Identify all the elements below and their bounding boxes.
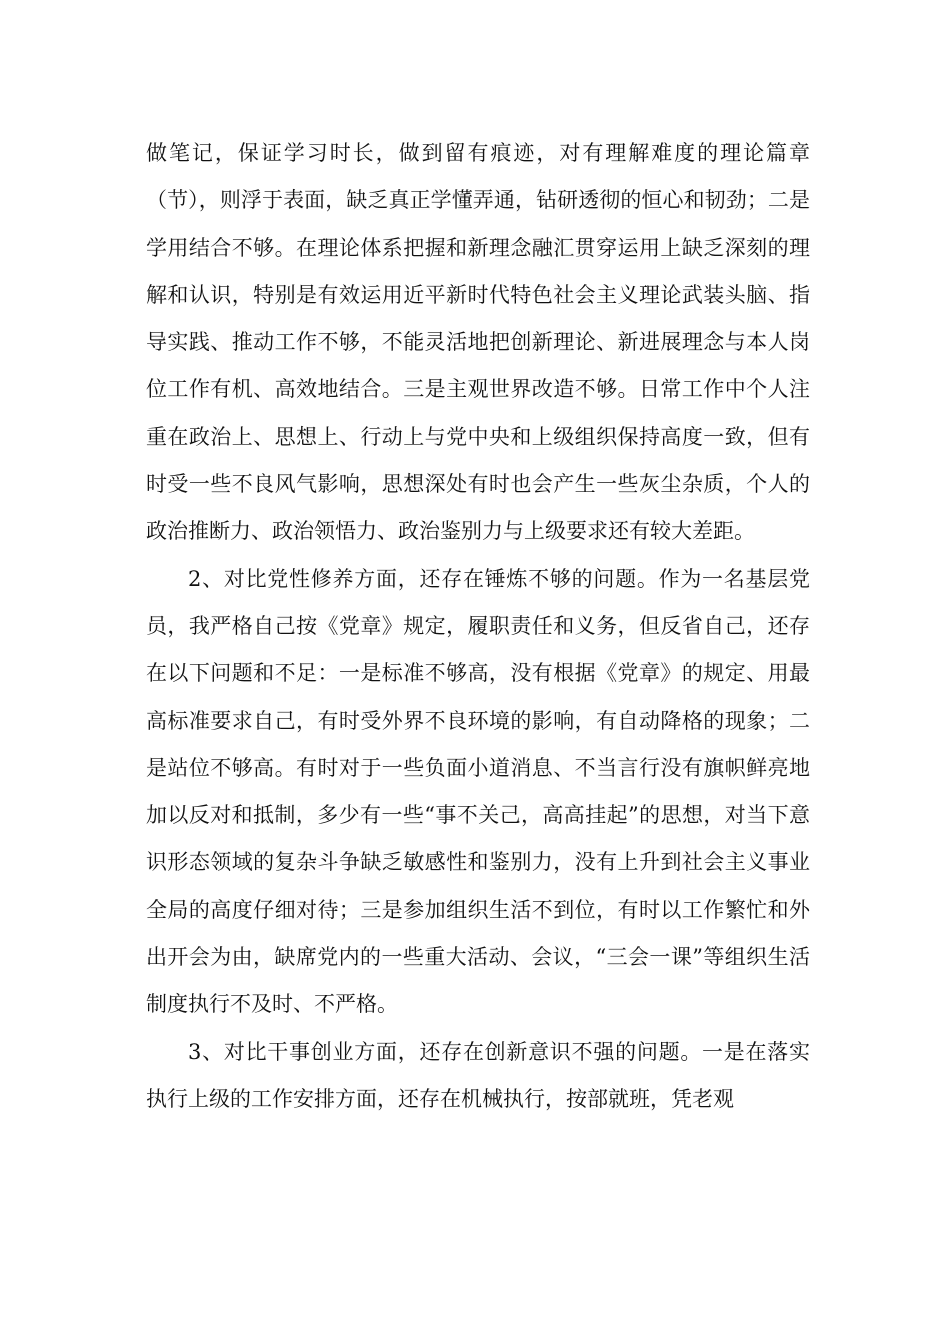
paragraph-party-spirit: 2、对比党性修养方面，还存在锤炼不够的问题。作为一名基层党员，我严格自己按《党章》规定，履职责任和义务，但反省自己，还存在以下问题和不足：一是标准不够高，没有根据《党章》的规定、用最高标准要求自己，有时受外界不良环境的影响，有自动降格的现象；二是站位不够高。有时对于一些负面小道消息、不当言行没有旗帜鲜亮地加以反对和抵制，多少有一些“事不关己，高高挂起”的思想，对当下意识形态领域的复杂斗争缺乏敏感性和鉴别力，没有上升到社会主义事业全局的高度仔细对待；三是参加组织生活不到位，有时以工作繁忙和外出开会为由，缺席党内的一些重大活动、会议，“三会一课”等组织生活制度执行不及时、不严格。 (146, 566, 810, 1017)
paragraph-study-shortcomings: 做笔记，保证学习时长，做到留有痕迹，对有理解难度的理论篇章（节），则浮于表面，缺乏真正学懂弄通，钻研透彻的恒心和韧劲；二是学用结合不够。在理论体系把握和新理念融汇贯穿运用上缺乏深刻的理解和认识，特别是有效运用近平新时代特色社会主义理论武装头脑、指导实践、推动工作不够，不能灵活地把创新理论、新进展理念与本人岗位工作有机、高效地结合。三是主观世界改造不够。日常工作中个人注重在政治上、思想上、行动上与党中央和上级组织保持高度一致，但有时受一些不良风气影响，思想深处有时也会产生一些灰尘杂质，个人的政治推断力、政治领悟力、政治鉴别力与上级要求还有较大差距。 (146, 141, 810, 544)
paragraph-entrepreneurship: 3、对比干事创业方面，还存在创新意识不强的问题。一是在落实执行上级的工作安排方面，还存在机械执行，按部就班，凭老观 (146, 1039, 810, 1111)
document-body (146, 130, 810, 1123)
